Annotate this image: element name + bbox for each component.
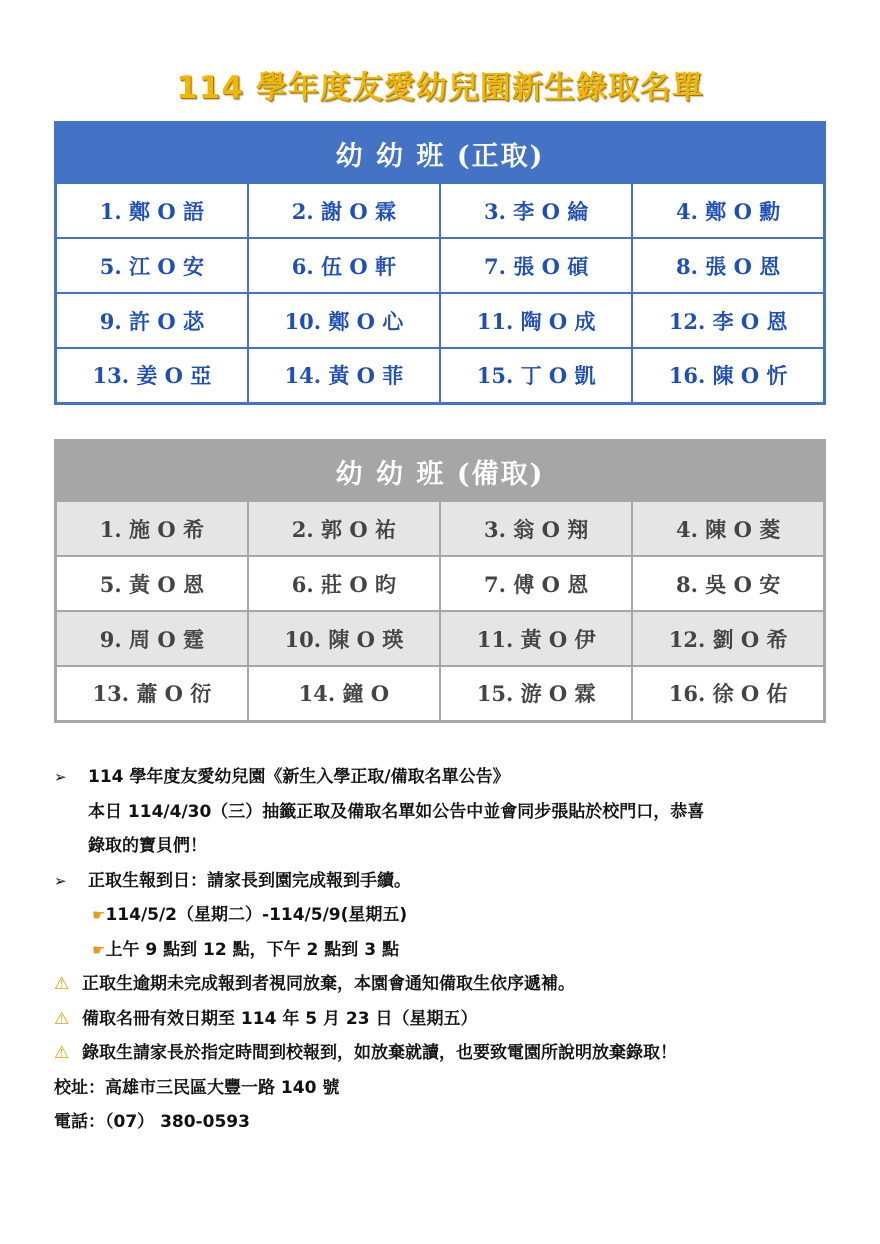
waitlist-table-header: 幼 幼 班 (備取) bbox=[56, 441, 825, 502]
warning-line-1 bbox=[54, 967, 844, 1002]
waitlist-cell: 10. 陳 O 瑛 bbox=[248, 611, 440, 666]
admitted-cell: 1. 鄭 O 語 bbox=[56, 183, 248, 238]
warning-icon: ⚠ bbox=[54, 1008, 70, 1029]
warning-text-1: 正取生逾期未完成報到者視同放棄，本園會通知備取生依序遞補。 bbox=[82, 974, 575, 994]
warning-line-2 bbox=[54, 1002, 844, 1037]
pointing-hand-icon: ☛ bbox=[92, 940, 106, 959]
school-address: 校址：高雄市三民區大豐一路 140 號 bbox=[54, 1077, 340, 1098]
waitlist-cell: 6. 莊 O 昀 bbox=[248, 556, 440, 611]
waitlist-cell: 16. 徐 O 佑 bbox=[632, 666, 824, 721]
arrow-bullet-icon: ➢ bbox=[54, 768, 67, 786]
admitted-cell: 14. 黃 O 菲 bbox=[248, 348, 440, 403]
report-dates: 114/5/2（星期二）-114/5/9(星期五) bbox=[105, 905, 408, 925]
table-row bbox=[56, 183, 825, 238]
waitlist-cell: 14. 鐘 O bbox=[248, 666, 440, 721]
admitted-cell: 11. 陶 O 成 bbox=[440, 293, 632, 348]
admitted-cell: 8. 張 O 恩 bbox=[632, 238, 824, 293]
announcement-title-line bbox=[54, 760, 844, 795]
table-row bbox=[56, 348, 825, 403]
warning-icon: ⚠ bbox=[54, 1043, 70, 1063]
announcement-notes bbox=[54, 760, 844, 1140]
school-phone: 電話：（07） 380-0593 bbox=[54, 1112, 250, 1132]
arrow-bullet-icon: ➢ bbox=[54, 871, 67, 890]
admitted-cell: 12. 李 O 恩 bbox=[632, 293, 824, 348]
table-row bbox=[56, 666, 825, 721]
waitlist-cell: 1. 施 O 希 bbox=[56, 501, 248, 556]
page-title: 114 學年度友愛幼兒園新生錄取名單 bbox=[176, 70, 704, 106]
admitted-cell: 10. 鄭 O 心 bbox=[248, 293, 440, 348]
report-dates-line bbox=[54, 898, 844, 933]
waitlist-cell: 15. 游 O 霖 bbox=[440, 666, 632, 721]
announcement-body-1: 本日 114/4/30（三）抽籤正取及備取名單如公告中並會同步張貼於校門口，恭喜 bbox=[88, 801, 705, 822]
admitted-cell: 16. 陳 O 忻 bbox=[632, 348, 824, 403]
waitlist-cell: 2. 郭 O 祐 bbox=[248, 501, 440, 556]
waitlist-cell: 8. 吳 O 安 bbox=[632, 556, 824, 611]
admitted-table-header: 幼 幼 班 (正取) bbox=[56, 123, 825, 184]
warning-icon: ⚠ bbox=[54, 974, 70, 994]
report-times: 上午 9 點到 12 點，下午 2 點到 3 點 bbox=[105, 939, 399, 960]
admitted-cell: 6. 伍 O 軒 bbox=[248, 238, 440, 293]
waitlist-cell: 9. 周 O 霆 bbox=[56, 611, 248, 666]
waitlist-cell: 13. 蕭 O 衍 bbox=[56, 666, 248, 721]
report-times-line bbox=[54, 933, 844, 968]
waitlist-table bbox=[54, 439, 826, 723]
admitted-cell: 3. 李 O 綸 bbox=[440, 183, 632, 238]
admitted-cell: 4. 鄭 O 勳 bbox=[632, 183, 824, 238]
table-row bbox=[56, 611, 825, 666]
admitted-cell: 2. 謝 O 霖 bbox=[248, 183, 440, 238]
admitted-table bbox=[54, 121, 826, 405]
table-row bbox=[56, 238, 825, 293]
waitlist-cell: 12. 劉 O 希 bbox=[632, 611, 824, 666]
announcement-body-2: 錄取的寶貝們！ bbox=[88, 836, 207, 856]
waitlist-cell: 4. 陳 O 菱 bbox=[632, 501, 824, 556]
admitted-cell: 5. 江 O 安 bbox=[56, 238, 248, 293]
warning-line-3 bbox=[54, 1036, 844, 1071]
waitlist-cell: 7. 傅 O 恩 bbox=[440, 556, 632, 611]
admitted-cell: 15. 丁 O 凱 bbox=[440, 348, 632, 403]
warning-text-2: 備取名冊有效日期至 114 年 5 月 23 日（星期五） bbox=[82, 1008, 478, 1029]
report-title-line bbox=[54, 864, 844, 899]
waitlist-cell: 5. 黃 O 恩 bbox=[56, 556, 248, 611]
announcement-title: 114 學年度友愛幼兒園《新生入學正取/備取名單公告》 bbox=[88, 767, 510, 787]
table-row bbox=[56, 556, 825, 611]
table-row bbox=[56, 293, 825, 348]
admitted-cell: 13. 姜 O 亞 bbox=[56, 348, 248, 403]
admitted-cell: 7. 張 O 碩 bbox=[440, 238, 632, 293]
waitlist-cell: 3. 翁 O 翔 bbox=[440, 501, 632, 556]
waitlist-cell: 11. 黃 O 伊 bbox=[440, 611, 632, 666]
report-title: 正取生報到日：請家長到園完成報到手續。 bbox=[88, 870, 411, 891]
pointing-hand-icon: ☛ bbox=[92, 906, 106, 924]
table-row bbox=[56, 501, 825, 556]
warning-text-3: 錄取生請家長於指定時間到校報到，如放棄就讀，也要致電園所說明放棄錄取！ bbox=[82, 1043, 677, 1063]
admitted-cell: 9. 許 O 苾 bbox=[56, 293, 248, 348]
